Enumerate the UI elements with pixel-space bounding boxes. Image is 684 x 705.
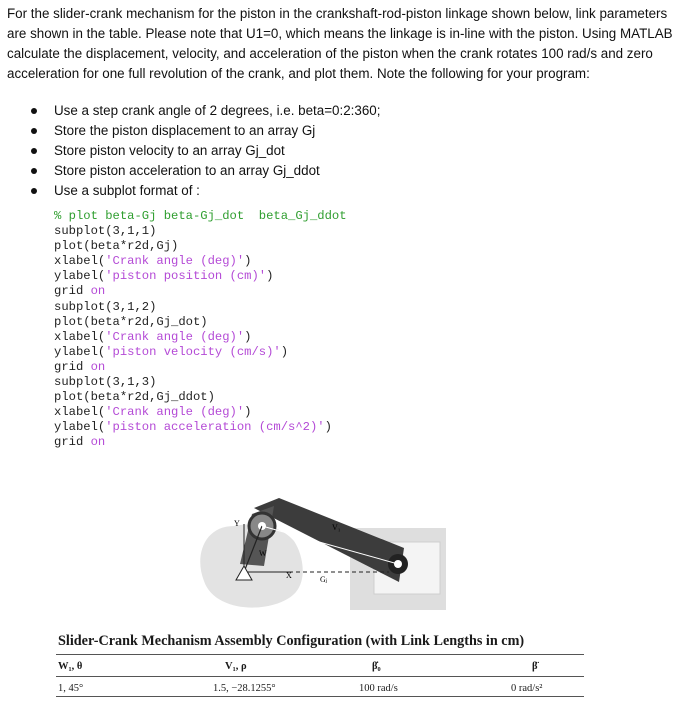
list-item: Store the piston displacement to an array Gj bbox=[28, 121, 380, 141]
table-header: W₁, θ bbox=[58, 661, 83, 672]
bullet-icon bbox=[31, 128, 37, 134]
list-item: Store piston acceleration to an array Gj_ddot bbox=[28, 161, 380, 181]
table-header: V₁, ρ bbox=[225, 661, 247, 672]
code-line: grid on bbox=[54, 435, 106, 450]
code-comment: % plot beta-Gj beta-Gj_dot beta_Gj_ddot bbox=[54, 209, 347, 223]
problem-statement: For the slider-crank mechanism for the piston in the crankshaft-rod-piston linkage shown below, link parameters are shown in the table. Please note that U1=0, which means the linkage is in-line with the piston. Using MATLAB calculate the displacement, velocity, and acceleration of the piston when the crank rotates 100 rad/s and zero acceleration for one full revolution of the crank, and plot them. Note the following for your program: bbox=[7, 6, 673, 81]
list-item: Use a subplot format of : bbox=[28, 181, 380, 201]
code-line: plot(beta*r2d,Gj_dot) bbox=[54, 314, 208, 329]
code-line: ylabel('piston acceleration (cm/s^2)') bbox=[54, 420, 332, 435]
code-line: grid on bbox=[54, 284, 106, 299]
code-line: xlabel('Crank angle (deg)') bbox=[54, 329, 252, 344]
label-x: X bbox=[286, 571, 292, 580]
matlab-code-block bbox=[54, 209, 347, 451]
table-cell: 1, 45° bbox=[58, 683, 84, 694]
bullet-icon bbox=[31, 108, 37, 114]
table-rule bbox=[56, 696, 584, 697]
slider-crank-diagram bbox=[194, 486, 454, 614]
table-rule bbox=[56, 654, 584, 655]
table-title: Slider-Crank Mechanism Assembly Configuration (with Link Lengths in cm) bbox=[58, 633, 525, 649]
code-line: subplot(3,1,3) bbox=[54, 375, 157, 390]
label-v: V₁ bbox=[332, 523, 341, 532]
code-line: grid on bbox=[54, 359, 106, 374]
bullet-icon bbox=[31, 188, 37, 194]
bullet-icon bbox=[31, 148, 37, 154]
bullet-icon bbox=[31, 168, 37, 174]
table-header: β̈ bbox=[532, 661, 538, 672]
code-line: subplot(3,1,2) bbox=[54, 299, 157, 314]
code-line: subplot(3,1,1) bbox=[54, 224, 157, 239]
code-line: ylabel('piston position (cm)') bbox=[54, 269, 274, 284]
code-line: xlabel('Crank angle (deg)') bbox=[54, 405, 252, 420]
list-item: Use a step crank angle of 2 degrees, i.e. beta=0:2:360; bbox=[28, 101, 380, 121]
label-y: Y bbox=[234, 519, 240, 528]
table-cell: 0 rad/s² bbox=[511, 683, 543, 694]
list-item: Store piston velocity to an array Gj_dot bbox=[28, 141, 380, 161]
table-cell: 100 rad/s bbox=[359, 683, 398, 694]
label-g: Gⱼ bbox=[320, 575, 328, 584]
table-header: β̇₀ bbox=[372, 661, 381, 672]
table-cell: 1.5, −28.1255° bbox=[213, 683, 276, 694]
code-line: xlabel('Crank angle (deg)') bbox=[54, 254, 252, 269]
requirements-list bbox=[28, 101, 380, 201]
code-line: ylabel('piston velocity (cm/s)') bbox=[54, 344, 289, 359]
table-rule bbox=[56, 676, 584, 677]
label-w: W bbox=[259, 549, 267, 558]
code-line: plot(beta*r2d,Gj_ddot) bbox=[54, 390, 215, 405]
code-line: plot(beta*r2d,Gj) bbox=[54, 239, 179, 254]
